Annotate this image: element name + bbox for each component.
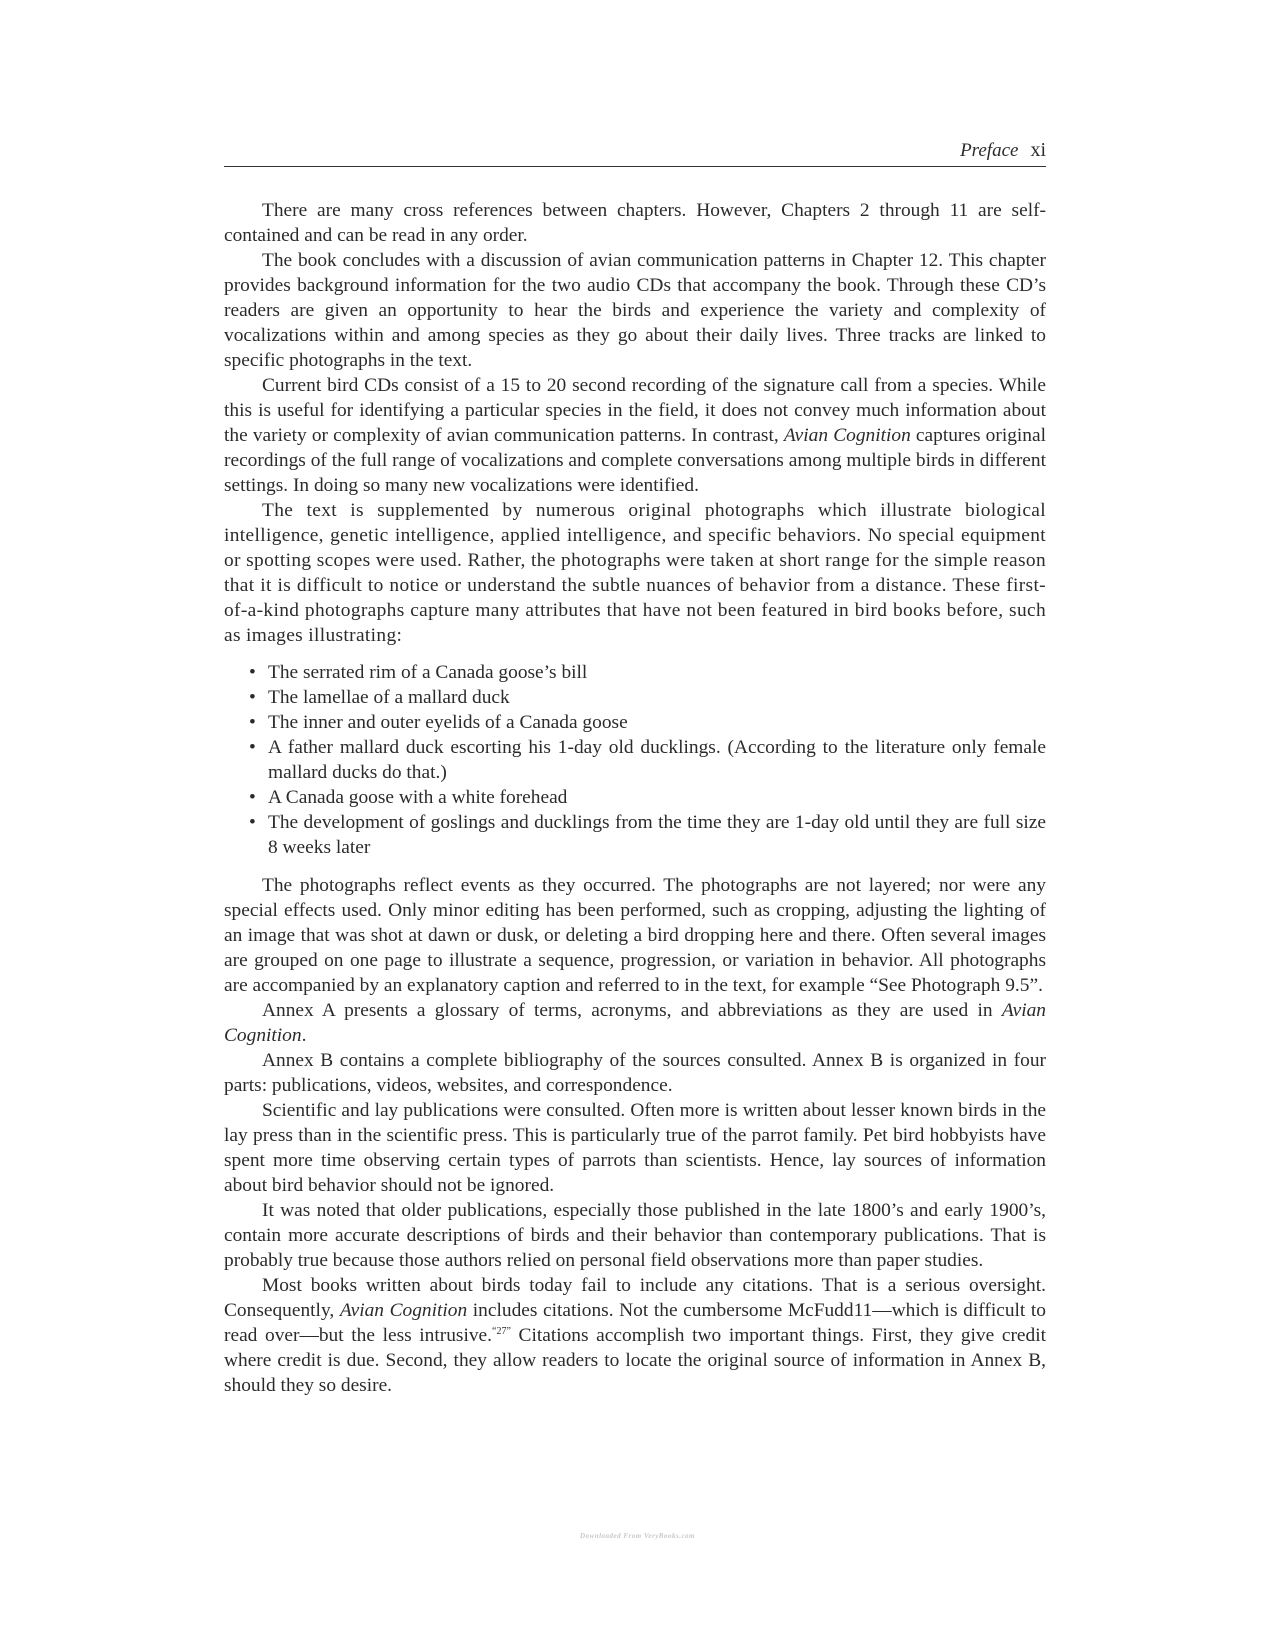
paragraph-photo-editing: The photographs reflect events as they occurred. The photographs are not layered; nor were any special effects used. Only minor editing has been performed, such as cropping, adjusting the lighting of an image that was shot at dawn or dusk, or deleting a bird dropping here and there. Often several images are grouped on one page to illustrate a sequence, progression, or variation in behavior. All photographs are accompanied by an explanatory caption and referred to in the text, for example “See Photograph 9.5”. [224, 875, 1046, 996]
paragraph-annex-a [224, 998, 1046, 1048]
running-title: Preface [960, 140, 1019, 161]
paragraph-citations [224, 1273, 1046, 1398]
running-header [224, 138, 1046, 167]
paragraph-text: Current bird CDs consist of a 15 to 20 second recording of the signature call from a species. While this is useful for identifying a particular species in the field, it does not convey much information about the variety or complexity of avian communication patterns. In contrast, [224, 375, 1046, 446]
citation-superscript: “27” [492, 1326, 511, 1337]
list-item: • The development of goslings and ducklings from the time they are 1-day old until they are full size 8 weeks later [268, 810, 1046, 860]
book-title: Avian Cognition [339, 1300, 468, 1321]
book-title: Avian Cognition [224, 1000, 1046, 1046]
paragraph-photographs: The text is supplemented by numerous original photographs which illustrate biological intelligence, genetic intelligence, applied intelligence, and specific behaviors. No special equipment or spotting scopes were used. Rather, the photographs were taken at short range for the simple reason that it is difficult to notice or understand the subtle nuances of behavior from a distance. These first-of-a-kind photographs capture many attributes that have not been featured in bird books before, such as images illustrating: [224, 500, 1046, 646]
book-title: Avian Cognition [783, 425, 911, 446]
paragraph-text: Most books written about birds today fail to include any citations. That is a serious oversight. Consequently, [224, 1275, 1046, 1321]
paragraph-text: includes citations. Not the cumbersome McFudd11—which is difficult to read over—but the less intrusive. [224, 1300, 1046, 1346]
list-item: • The lamellae of a mallard duck [268, 685, 1046, 710]
paragraph-older-publications: It was noted that older publications, especially those published in the late 1800’s and early 1900’s, contain more accurate descriptions of birds and their behavior than contemporary publications. That is probably true because those authors relied on personal field observations more than paper studies. [224, 1200, 1046, 1271]
paragraph-text: captures original recordings of the full range of vocalizations and complete conversations among multiple birds in different settings. In doing so many new vocalizations were identified. [224, 425, 1046, 496]
bullet-list [224, 660, 1046, 860]
list-item: • A Canada goose with a white forehead [268, 785, 1046, 810]
list-item: • The serrated rim of a Canada goose’s bill [268, 660, 1046, 685]
paragraph-publications: Scientific and lay publications were consulted. Often more is written about lesser known birds in the lay press than in the scientific press. This is particularly true of the parrot family. Pet bird hobbyists have spent more time observing certain types of parrots than scientists. Hence, lay sources of information about bird behavior should not be ignored. [224, 1100, 1046, 1196]
paragraph-annex-b: Annex B contains a complete bibliography of the sources consulted. Annex B is organized in four parts: publications, videos, websites, and correspondence. [224, 1050, 1046, 1096]
paragraph-text: . [301, 1025, 307, 1046]
list-item: • A father mallard duck escorting his 1-day old ducklings. (According to the literature only female mallard ducks do that.) [268, 735, 1046, 785]
body-text [224, 198, 1046, 1398]
paragraph-audio-cds: The book concludes with a discussion of avian communication patterns in Chapter 12. This chapter provides background information for the two audio CDs that accompany the book. Through these CD’s readers are given an opportunity to hear the birds and experience the variety and complexity of vocalizations within and among species as they go about their daily lives. Three tracks are linked to specific photographs in the text. [224, 250, 1046, 371]
paragraph-text: Annex A presents a glossary of terms, acronyms, and abbreviations as they are used in [262, 1000, 1002, 1021]
page-number: xi [1030, 139, 1046, 161]
download-watermark: Downloaded From VeryBooks.com [579, 1532, 696, 1540]
paragraph-cross-references: There are many cross references between chapters. However, Chapters 2 through 11 are self-contained and can be read in any order. [224, 200, 1046, 246]
paragraph-text: Citations accomplish two important things. First, they give credit where credit is due. Second, they allow readers to locate the original source of information in Annex B, should they so desire. [224, 1325, 1046, 1396]
header-text [960, 139, 1046, 162]
list-item: • The inner and outer eyelids of a Canada goose [268, 710, 1046, 735]
paragraph-bird-cds [224, 373, 1046, 498]
